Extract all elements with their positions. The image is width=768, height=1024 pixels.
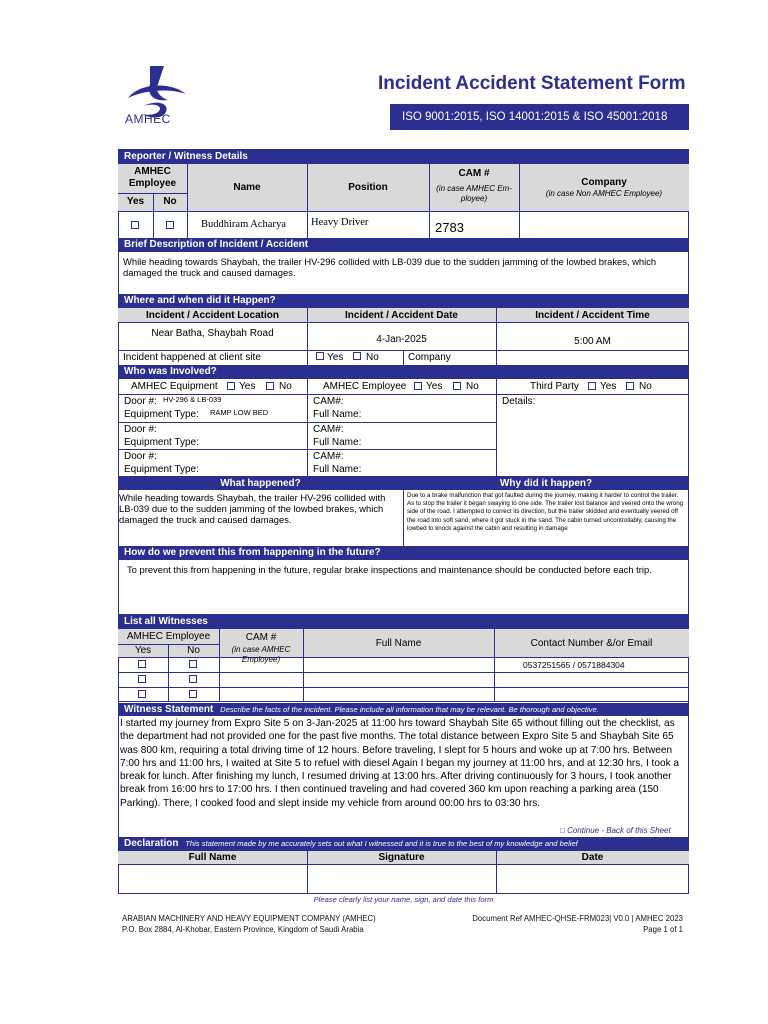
reporter-yes-header: Yes (126, 196, 145, 207)
involved-equipment-yes-label: Yes (239, 381, 256, 392)
reporter-company-note: (in case Non AMHEC Employee) (545, 189, 663, 198)
witness-cam-header: CAM # (245, 632, 277, 643)
declaration-full-name-field[interactable] (120, 866, 305, 892)
client-site-yes-label: Yes (327, 352, 344, 363)
iso-banner: ISO 9001:2015, ISO 14001:2015 & ISO 45001:2018 (390, 104, 689, 130)
section-prevent: How do we prevent this from happening in the future? (118, 546, 689, 560)
witness-3-no-checkbox[interactable] (189, 690, 197, 698)
client-site-no-checkbox[interactable] (353, 352, 361, 360)
details-label: Details: (502, 396, 536, 407)
statement-note: Describe the facts of the incident. Please include all information that may be relevant. Be thorough and objective. (220, 705, 599, 714)
cam-label-2: CAM#: (313, 424, 344, 435)
client-site-yes-checkbox[interactable] (316, 352, 324, 360)
where-time-value[interactable]: 5:00 AM (574, 336, 611, 347)
equipment-type-label-1: Equipment Type: (124, 409, 199, 420)
client-site-label: Incident happened at client site (123, 352, 261, 363)
continue-note (560, 826, 671, 835)
where-location-header: Incident / Accident Location (146, 310, 279, 321)
involved-third-no-checkbox[interactable] (626, 382, 634, 390)
witness-cam-note: (in case AMHEC Employee) (231, 645, 291, 664)
footer-address: P.O. Box 2884, Al-Khobar, Eastern Province, Kingdom of Saudi Arabia (122, 925, 364, 934)
reporter-no-checkbox[interactable] (166, 221, 174, 229)
cam-label-3: CAM#: (313, 451, 344, 462)
full-name-label-2: Full Name: (313, 437, 362, 448)
witness-no-header: No (187, 645, 200, 656)
section-witnesses: List all Witnesses (118, 614, 689, 629)
witness-3-yes-checkbox[interactable] (138, 690, 146, 698)
why-happened-header: Why did it happen? (499, 478, 593, 489)
involved-employee-no-label: No (466, 381, 479, 392)
door-label-2: Door #: (124, 424, 157, 435)
client-site-company-label: Company (408, 352, 451, 363)
reporter-yes-checkbox[interactable] (131, 221, 139, 229)
involved-equipment-yes-checkbox[interactable] (227, 382, 235, 390)
section-reporter: Reporter / Witness Details (118, 149, 689, 164)
section-declaration (118, 837, 689, 851)
continue-icon: □ (560, 826, 565, 835)
why-happened-text[interactable]: Due to a brake malfunction that got faulted during the journey, making it harder to control the trailer. As to stop the trailer it began swaying to one side. The trailer lost balance and veered onto the wrong side of the road. I attempted to correct its direction, but the trailer skidded and eventually veered off the road into soft sand, where it got stuck in the sand. The cabin turned uncontrollably, causing the lowbed to knock against the cabin and resulting in damage (407, 492, 684, 532)
what-happened-header: What happened? (220, 478, 301, 489)
witness-1-contact[interactable]: 0537251565 / 0571884304 (523, 660, 625, 670)
declaration-hint: Please clearly list your name, sign, and date this form (313, 895, 494, 904)
form-title: Incident Accident Statement Form (378, 73, 686, 94)
where-date-header: Incident / Accident Date (345, 310, 458, 321)
cam-label-1: CAM#: (313, 396, 344, 407)
witness-full-name-header: Full Name (375, 638, 422, 649)
door-label-1: Door #: (124, 396, 157, 407)
reporter-company-header: Company (581, 177, 627, 188)
reporter-amhec-employee-header: AMHEC Employee (128, 166, 177, 189)
witness-statement-text[interactable]: I started my journey from Expro Site 5 on 3-Jan-2025 at 11:00 hrs toward Shaybah Site 65 without filling out the checklist, as the department had not provided one for the past five months. The total distance between Expro Site 5 and Shaybah Site 65 was 800 km, requiring a total driving time of 12 hours. Before traveling, I slept for 5 hours and woke up at 7:00 hrs. Between 7:00 hrs and 11:00 hrs, I waited at Site 5 to refuel with diesel Again I began my journey at 11:00 hrs, and at 12:30 hrs, I took a break for lunch. After finishing my lunch, I resumed driving at 13:00 hrs. After driving continuously for 3 hours, I took another break from 16:00 hrs to 17:00 hrs. I then continued traveling and had covered 360 km upon reaching a parking area (150 Parking). There, I cooked food and slept inside my vehicle from around 00:00 hrs to 03:30 hrs. (120, 718, 680, 809)
declaration-signature-header: Signature (378, 852, 425, 863)
footer-page: Page 1 of 1 (643, 925, 683, 934)
prevent-text[interactable]: To prevent this from happening in the future, regular brake inspections and maintenance should be conducted before each trip. (127, 564, 652, 575)
declaration-signature-field[interactable] (309, 866, 494, 892)
logo-text: AMHEC (125, 112, 171, 126)
reporter-cam-header: CAM # (458, 168, 490, 179)
witness-1-yes-checkbox[interactable] (138, 660, 146, 668)
involved-third-yes-label: Yes (600, 381, 617, 392)
involved-employee-no-checkbox[interactable] (453, 382, 461, 390)
involved-equipment-no-checkbox[interactable] (266, 382, 274, 390)
involved-employee-yes-label: Yes (426, 381, 443, 392)
involved-third-party-label: Third Party (530, 381, 579, 392)
brief-description[interactable]: While heading towards Shaybah, the trailer HV-296 collided with LB-039 due to the sudden jamming of the lowbed brakes, which damaged the truck and caused damages. (123, 256, 657, 278)
footer-doc-ref: Document Ref AMHEC-QHSE-FRM023| V0.0 | AMHEC 2023 (472, 914, 683, 923)
involved-equipment-label: AMHEC Equipment (131, 381, 218, 392)
section-where: Where and when did it Happen? (118, 294, 689, 308)
declaration-date-field[interactable] (498, 866, 687, 892)
reporter-cam-note: (in case AMHEC Em-ployee) (436, 184, 512, 203)
continue-text: Continue - Back of this Sheet (567, 826, 671, 835)
statement-title: Witness Statement (124, 704, 214, 715)
section-brief: Brief Description of Incident / Accident (118, 238, 689, 252)
reporter-name-value[interactable]: Buddhiram Acharya (201, 219, 286, 230)
equipment-type-label-3: Equipment Type: (124, 464, 199, 475)
where-time-header: Incident / Accident Time (535, 310, 650, 321)
witness-yes-header: Yes (134, 645, 152, 656)
reporter-no-header: No (163, 196, 177, 207)
declaration-title: Declaration (124, 838, 179, 849)
footer-company: ARABIAN MACHINERY AND HEAVY EQUIPMENT COMPANY (AMHEC) (122, 914, 376, 923)
involved-employee-yes-checkbox[interactable] (414, 382, 422, 390)
witness-contact-header: Contact Number &/or Email (530, 638, 653, 649)
full-name-label-1: Full Name: (313, 409, 362, 420)
involved-third-yes-checkbox[interactable] (588, 382, 596, 390)
reporter-name-header: Name (233, 182, 261, 193)
door-label-3: Door #: (124, 451, 157, 462)
door-value-1[interactable]: HV-296 & LB-039 (163, 395, 222, 404)
witness-1-no-checkbox[interactable] (189, 660, 197, 668)
where-date-value[interactable]: 4-Jan-2025 (376, 334, 427, 345)
reporter-position-value[interactable]: Heavy Driver (311, 217, 369, 228)
what-happened-text[interactable]: While heading towards Shaybah, the trailer HV-296 collided with LB-039 due to the sudden jamming of the lowbed brakes, which damaged the truck and caused damages. (119, 492, 386, 525)
equipment-type-value-1[interactable]: RAMP LOW BED (210, 408, 269, 417)
section-involved: Who was Involved? (118, 365, 689, 379)
involved-equipment-no-label: No (279, 381, 292, 392)
witness-amhec-employee-header: AMHEC Employee (126, 631, 211, 642)
witness-2-yes-checkbox[interactable] (138, 675, 146, 683)
witness-2-no-checkbox[interactable] (189, 675, 197, 683)
reporter-cam-value[interactable]: 2783 (435, 220, 464, 235)
equipment-type-label-2: Equipment Type: (124, 437, 199, 448)
involved-third-no-label: No (639, 381, 652, 392)
section-statement (118, 703, 689, 716)
reporter-position-header: Position (348, 182, 388, 193)
involved-employee-label: AMHEC Employee (323, 381, 407, 392)
declaration-full-name-header: Full Name (188, 852, 237, 863)
client-site-no-label: No (366, 352, 379, 363)
declaration-date-header: Date (581, 852, 604, 863)
where-location-value[interactable]: Near Batha, Shaybah Road (151, 328, 274, 339)
full-name-label-3: Full Name: (313, 464, 362, 475)
declaration-note: This statement made by me accurately sets out what I witnessed and it is true to the best of my knowledge and belief (185, 839, 578, 848)
